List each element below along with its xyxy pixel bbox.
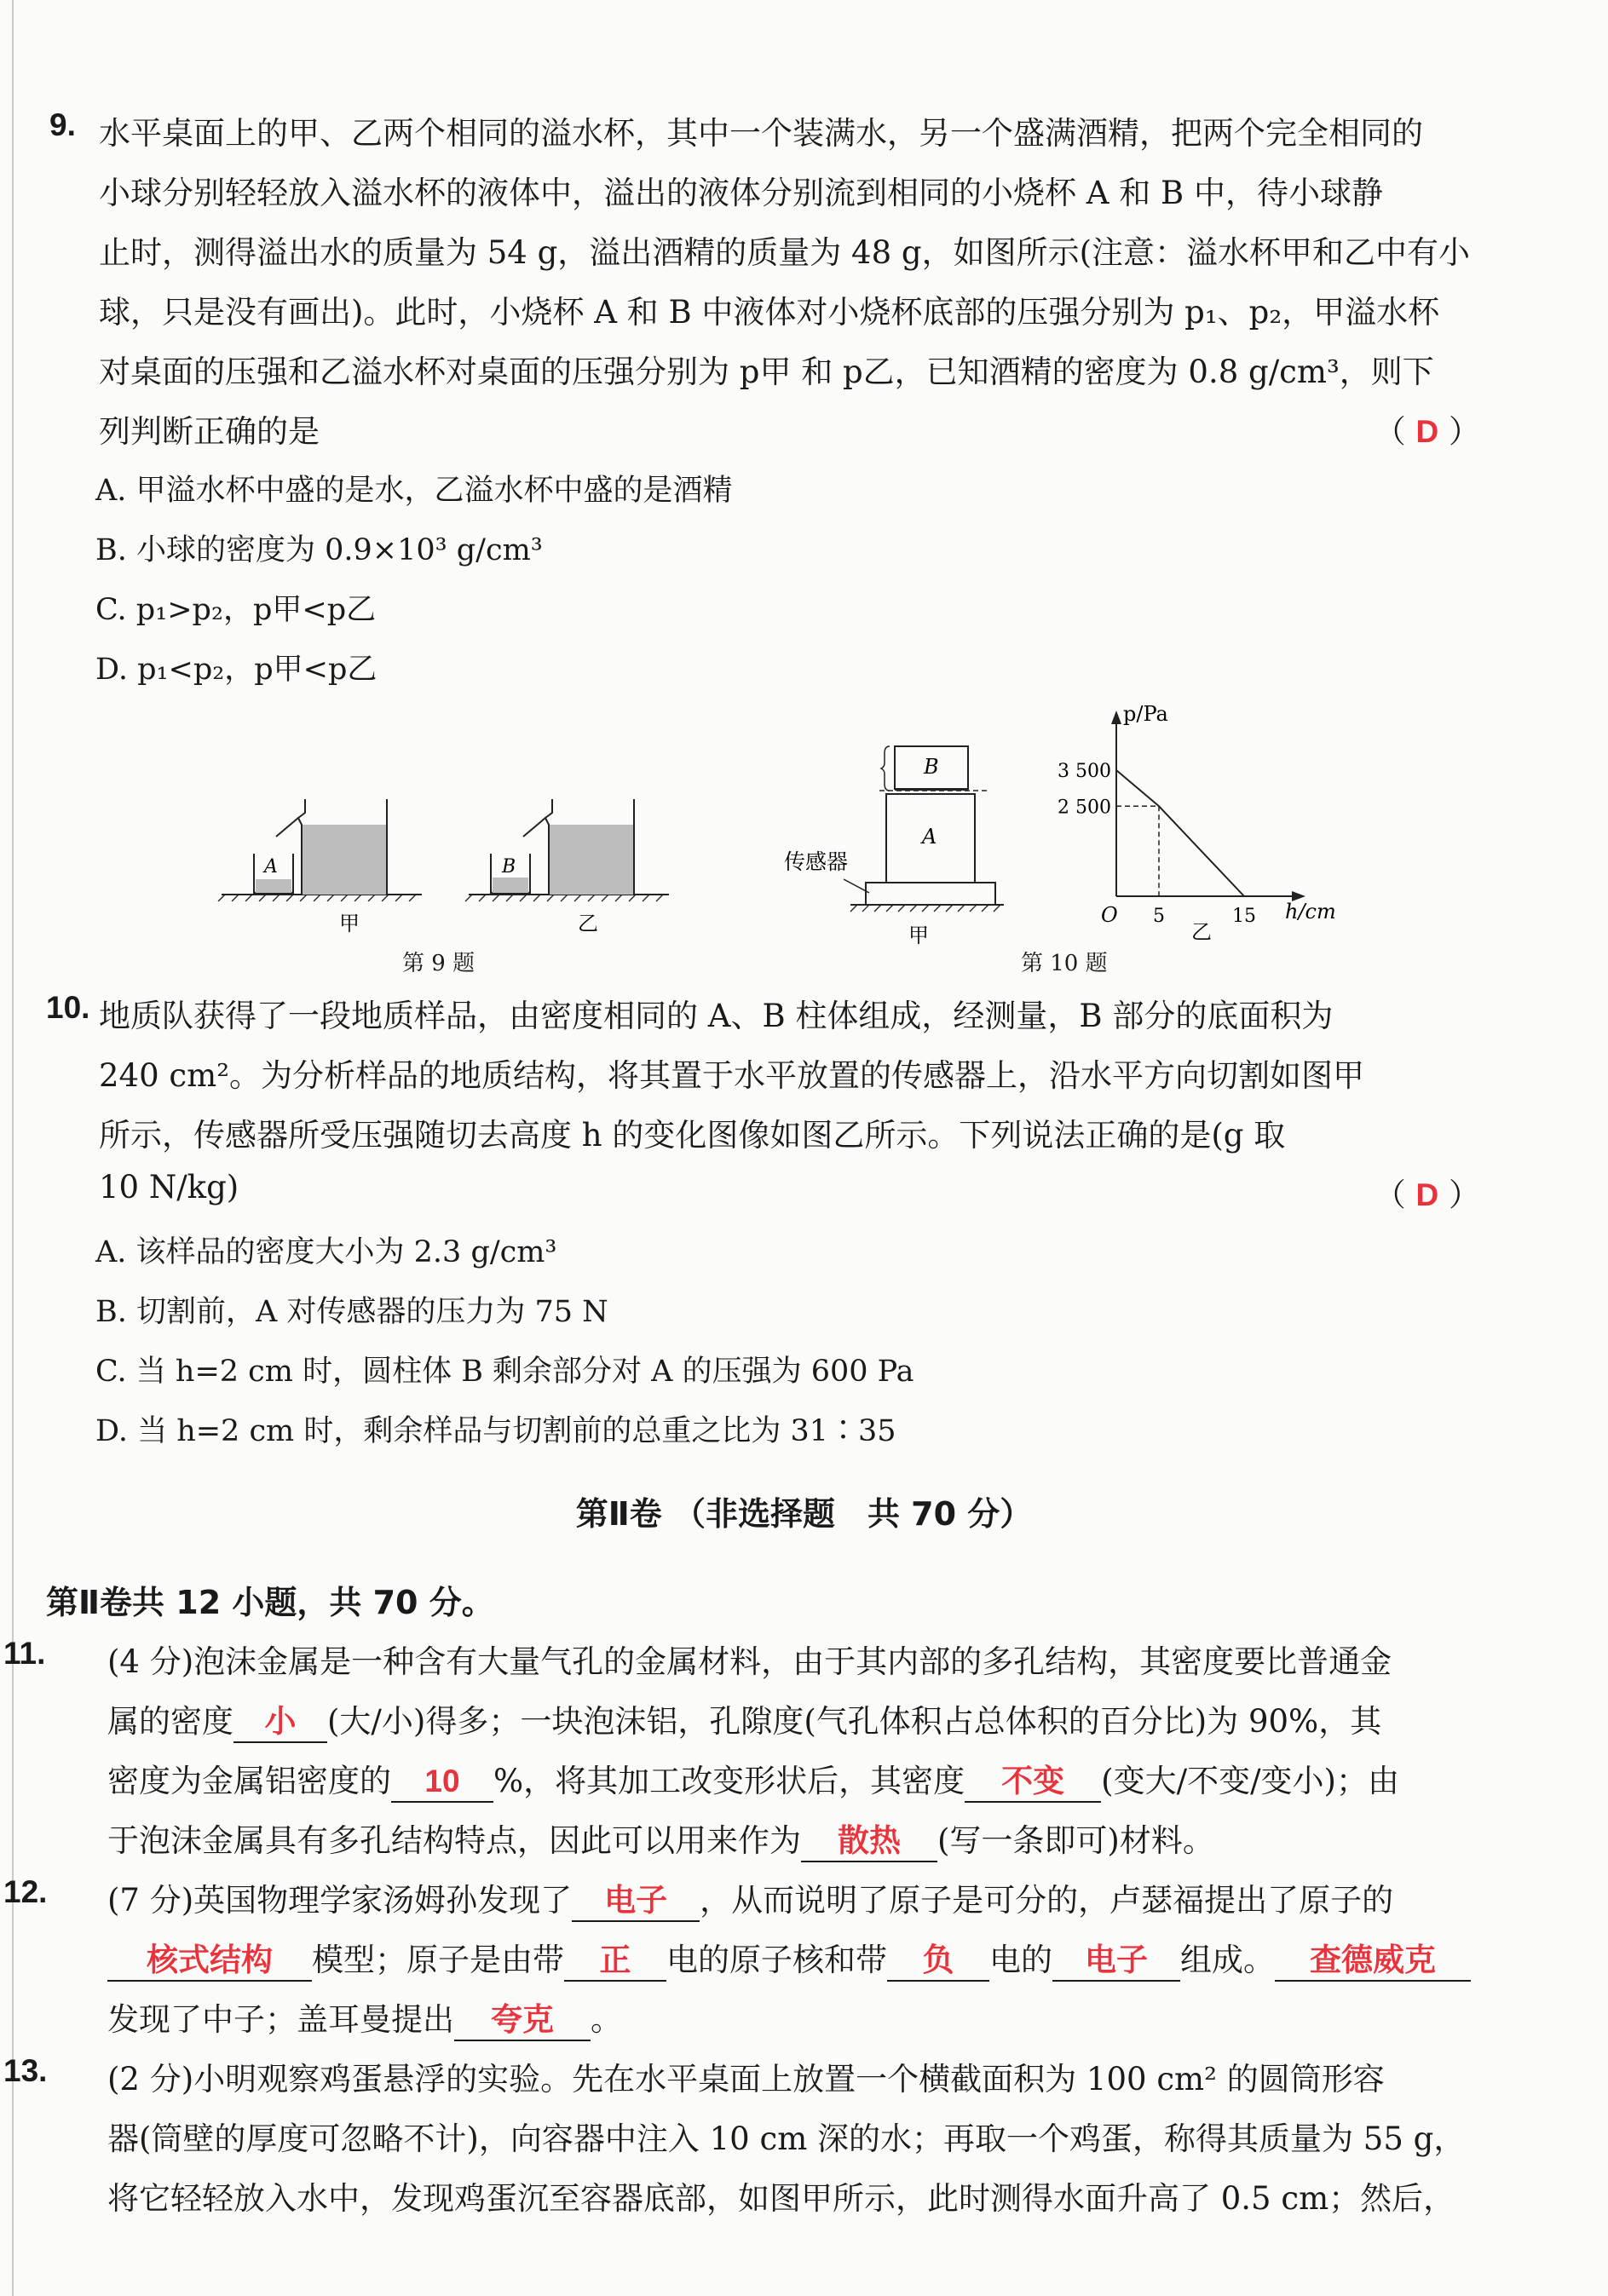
figure-label-yi: 乙 xyxy=(1191,920,1212,944)
text-segment: (大/小)得多；一块泡沫铝，孔隙度(气孔体积占总体积的百分比)为 90%，其 xyxy=(327,1703,1382,1740)
option-a: A. 该样品的密度大小为 2.3 g/cm³ xyxy=(95,1235,557,1269)
question-text-line: 所示，传感器所受压强随切去高度 h 的变化图像如图乙所示。下列说法正确的是(g 取 xyxy=(99,1117,1286,1154)
binding-margin-line xyxy=(12,0,14,2296)
answer-blank: 不变 xyxy=(965,1762,1101,1803)
y-tick-label: 2 500 xyxy=(1058,797,1111,819)
question-number: 12. xyxy=(3,1874,48,1909)
text-segment: 发现了中子；盖耳曼提出 xyxy=(107,2001,454,2038)
answer-blank: 查德威克 xyxy=(1275,1941,1471,1982)
text-segment: 电的原子核和带 xyxy=(666,1942,887,1978)
text-segment: (7 分)英国物理学家汤姆孙发现了 xyxy=(107,1882,573,1919)
option-a: A. 甲溢水杯中盛的是水，乙溢水杯中盛的是酒精 xyxy=(95,474,733,508)
figure-9 xyxy=(213,784,435,954)
answer-choice: D xyxy=(1415,414,1439,449)
figure-10-jia xyxy=(784,733,1006,946)
answer-blank: 散热 xyxy=(801,1821,937,1862)
text-segment: %，将其加工改变形状后，其密度 xyxy=(493,1763,965,1799)
answer-blank: 小 xyxy=(233,1702,327,1743)
question-text-line: 10 N/kg) xyxy=(99,1169,239,1206)
question-text-line: 240 cm²。为分析样品的地质结构，将其置于水平放置的传感器上，沿水平方向切割如图甲 xyxy=(99,1057,1365,1094)
cup-b-label: B xyxy=(502,856,516,878)
block-a-label: A xyxy=(922,825,937,849)
x-tick-label: 15 xyxy=(1232,906,1256,927)
text-segment: 模型；原子是由带 xyxy=(312,1942,564,1978)
option-c: C. p₁>p₂，p甲<p乙 xyxy=(95,593,377,627)
figure-9-caption: 第 9 题 xyxy=(402,951,475,976)
section-title: 第Ⅱ卷 （非选择题 共 70 分） xyxy=(575,1495,1033,1533)
text-segment: 电的 xyxy=(989,1942,1052,1978)
figure-10-graph xyxy=(1040,699,1363,946)
question-text-line xyxy=(107,1815,1214,1862)
option-d: D. 当 h=2 cm 时，剩余样品与切割前的总重之比为 31∶35 xyxy=(95,1414,896,1448)
answer-blank: 10 xyxy=(391,1762,493,1803)
sensor-label: 传感器 xyxy=(784,849,849,874)
text-segment: 于泡沫金属具有多孔结构特点，因此可以用来作为 xyxy=(107,1822,801,1859)
answer-blank: 负 xyxy=(887,1941,989,1982)
question-text-line xyxy=(107,1874,1393,1922)
x-axis-label: h/cm xyxy=(1285,900,1336,924)
question-text-line xyxy=(107,1934,1471,1982)
y-axis-label: p/Pa xyxy=(1123,702,1168,726)
text-segment: ，从而说明了原子是可分的，卢瑟福提出了原子的 xyxy=(700,1882,1394,1919)
section-subtitle: 第Ⅱ卷共 12 小题，共 70 分。 xyxy=(46,1584,494,1621)
question-number: 13. xyxy=(3,2053,48,2088)
figure-10-caption: 第 10 题 xyxy=(1021,951,1108,976)
origin-label: O xyxy=(1101,903,1118,927)
y-tick-label: 3 500 xyxy=(1058,761,1111,782)
block-b-label: B xyxy=(924,755,939,779)
figure-9-yi xyxy=(460,784,682,954)
question-text-line: (2 分)小明观察鸡蛋悬浮的实验。先在水平桌面上放置一个横截面积为 100 cm² 的圆筒形容 xyxy=(107,2061,1385,2097)
text-segment: 组成。 xyxy=(1180,1942,1275,1978)
question-number: 9. xyxy=(49,107,76,142)
text-segment: 。 xyxy=(591,2001,622,2038)
cup-a-label: A xyxy=(264,856,278,878)
question-text-line: 水平桌面上的甲、乙两个相同的溢水杯，其中一个装满水，另一个盛满酒精，把两个完全相同的 xyxy=(99,115,1423,152)
answer-bracket: （ D ） xyxy=(1374,413,1480,450)
answer-blank: 夸克 xyxy=(454,2000,591,2041)
question-text-line: 对桌面的压强和乙溢水杯对桌面的压强分别为 p甲 和 p乙，已知酒精的密度为 0.8 g/cm³，则下 xyxy=(99,354,1434,390)
question-text-line: (4 分)泡沫金属是一种含有大量气孔的金属材料，由于其内部的多孔结构，其密度要比普通金 xyxy=(107,1643,1392,1680)
option-d: D. p₁<p₂，p甲<p乙 xyxy=(95,653,378,687)
answer-bracket: （ D ） xyxy=(1374,1177,1480,1213)
question-text-line: 列判断正确的是 xyxy=(99,413,320,450)
question-text-line: 球，只是没有画出)。此时，小烧杯 A 和 B 中液体对小烧杯底部的压强分别为 p₁、p₂，甲溢水杯 xyxy=(99,294,1440,331)
pressure-line xyxy=(1116,770,1244,896)
question-text-line: 小球分别轻轻放入溢水杯的液体中，溢出的液体分别流到相同的小烧杯 A 和 B 中，待小球静 xyxy=(99,175,1383,211)
question-text-line xyxy=(107,1755,1399,1803)
question-text-line: 将它轻轻放入水中，发现鸡蛋沉至容器底部，如图甲所示，此时测得水面升高了 0.5 cm；然后， xyxy=(107,2180,1455,2217)
text-segment: (写一条即可)材料。 xyxy=(937,1822,1214,1859)
y-axis-arrow xyxy=(1111,711,1121,724)
answer-blank: 核式结构 xyxy=(107,1941,312,1982)
answer-blank: 电子 xyxy=(572,1881,700,1922)
answer-blank: 电子 xyxy=(1052,1941,1180,1982)
x-tick-label: 5 xyxy=(1153,906,1165,927)
option-c: C. 当 h=2 cm 时，圆柱体 B 剩余部分对 A 的压强为 600 Pa xyxy=(95,1355,914,1389)
overflow-cup-jia xyxy=(218,799,422,901)
figure-label-jia: 甲 xyxy=(908,924,929,946)
option-b: B. 切割前，A 对传感器的压力为 75 N xyxy=(95,1295,608,1329)
question-text-line: 止时，测得溢出水的质量为 54 g，溢出酒精的质量为 48 g，如图所示(注意：溢水杯甲和乙中有小 xyxy=(99,234,1471,271)
question-text-line xyxy=(107,1994,622,2041)
figure-label-yi: 乙 xyxy=(578,912,598,935)
question-number: 11. xyxy=(3,1636,46,1671)
question-text-line: 地质队获得了一段地质样品，由密度相同的 A、B 柱体组成，经测量，B 部分的底面积为 xyxy=(99,998,1334,1034)
figure-label-jia: 甲 xyxy=(339,912,360,935)
answer-blank: 正 xyxy=(564,1941,666,1982)
text-segment: 属的密度 xyxy=(107,1703,233,1740)
question-number: 10. xyxy=(46,990,90,1025)
answer-choice: D xyxy=(1415,1177,1439,1212)
option-b: B. 小球的密度为 0.9×10³ g/cm³ xyxy=(95,533,543,567)
text-segment: 密度为金属铝密度的 xyxy=(107,1763,391,1799)
question-text-line xyxy=(107,1695,1381,1743)
question-text-line: 器(筒壁的厚度可忽略不计)，向容器中注入 10 cm 深的水；再取一个鸡蛋，称得其质量为 55 g， xyxy=(107,2120,1466,2157)
text-segment: (变大/不变/变小)；由 xyxy=(1101,1763,1399,1799)
